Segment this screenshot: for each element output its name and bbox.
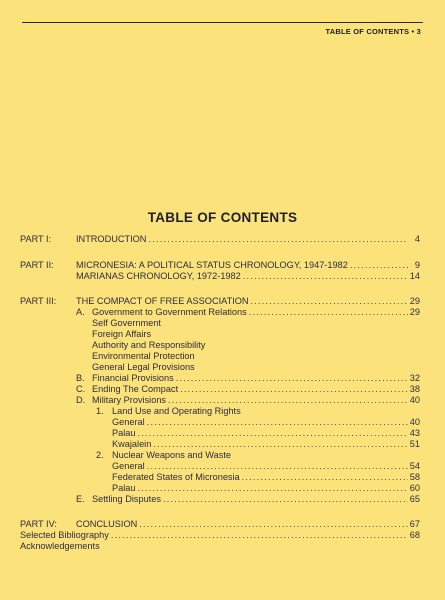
toc-entry: [76, 519, 420, 530]
toc-row-subsection-1: [20, 406, 420, 417]
toc-row: [20, 472, 420, 483]
entry-title: THE COMPACT OF FREE ASSOCIATION: [76, 296, 249, 306]
toc-entry: [92, 307, 420, 318]
toc-entry: [112, 439, 420, 450]
page-number: 4: [414, 234, 420, 244]
toc-entry: [112, 417, 420, 428]
section-letter: E.: [76, 494, 85, 504]
entry-title: Palau: [112, 428, 136, 438]
toc-row-section-a: [20, 307, 420, 318]
dot-leader: [147, 461, 408, 472]
dot-leader: [251, 296, 408, 307]
page-number: 29: [409, 296, 420, 306]
page-number: 68: [409, 530, 420, 540]
entry-title: Settling Disputes: [92, 494, 161, 504]
toc-row: [20, 483, 420, 494]
toc-row: [20, 417, 420, 428]
entry-title: Kwajalein: [112, 439, 152, 449]
toc-row: [20, 439, 420, 450]
dot-leader: [138, 428, 408, 439]
entry-title: Military Provisions: [92, 395, 167, 405]
section-letter: B.: [76, 373, 85, 383]
toc-row-section-b: [20, 373, 420, 384]
page-number: 67: [409, 519, 420, 529]
toc-entry: [112, 461, 420, 472]
page-number: 40: [409, 417, 420, 427]
page-number: 29: [409, 307, 420, 317]
page-number: 51: [409, 439, 420, 449]
dot-leader: [153, 439, 407, 450]
toc-title: TABLE OF CONTENTS: [147, 210, 298, 225]
dot-leader: [249, 307, 408, 318]
entry-title: Land Use and Operating Rights: [112, 406, 241, 416]
entry-title: General: [112, 461, 145, 471]
toc-entry: [76, 234, 420, 245]
entry-title: MARIANAS CHRONOLOGY, 1972-1982: [76, 271, 241, 281]
toc-row-bibliography: [20, 530, 420, 541]
dot-leader: [138, 483, 408, 494]
toc-row: [20, 351, 420, 362]
entry-title: CONCLUSION: [76, 519, 138, 529]
page-number: 32: [409, 373, 420, 383]
toc-row: [20, 329, 420, 340]
toc-entry: [92, 494, 420, 505]
dot-leader: [168, 395, 408, 406]
part-label: PART I:: [20, 234, 52, 244]
subsection-number: 2.: [96, 450, 104, 460]
dot-leader: [111, 530, 408, 541]
toc-row-section-d: [20, 395, 420, 406]
running-head: TABLE OF CONTENTS • 3: [325, 27, 421, 36]
page-number: 60: [409, 483, 420, 493]
entry-title: Environmental Protection: [92, 351, 195, 361]
toc-entry: [112, 472, 420, 483]
dot-leader: [163, 494, 408, 505]
dot-leader: [147, 417, 408, 428]
entry-title: Federated States of Micronesia: [112, 472, 240, 482]
toc-row-subsection-2: [20, 450, 420, 461]
page-number: 9: [414, 260, 420, 270]
toc-row-part-1: [20, 234, 420, 245]
toc-row-section-c: [20, 384, 420, 395]
toc-entry: [76, 260, 420, 271]
toc-entry: [76, 296, 420, 307]
page-number: 58: [409, 472, 420, 482]
toc-entry: [92, 384, 420, 395]
dot-leader: [350, 260, 408, 271]
toc-row: [20, 340, 420, 351]
dot-leader: [139, 519, 408, 530]
dot-leader: [148, 234, 408, 245]
toc-row-part-3: [20, 296, 420, 307]
page-number: 54: [409, 461, 420, 471]
toc-entry: [76, 271, 420, 282]
section-letter: A.: [76, 307, 85, 317]
toc-row: [20, 318, 420, 329]
header-rule: [22, 22, 423, 23]
entry-title: Nuclear Weapons and Waste: [112, 450, 231, 460]
toc-row-part-4: [20, 519, 420, 530]
entry-title: General Legal Provisions: [92, 362, 195, 372]
page-number: 40: [409, 395, 420, 405]
toc-row: [20, 271, 420, 282]
entry-title: MICRONESIA: A POLITICAL STATUS CHRONOLOGY, 1947-1982: [76, 260, 348, 270]
page-number: 43: [409, 428, 420, 438]
toc-entry: [112, 483, 420, 494]
dot-leader: [180, 384, 408, 395]
entry-title: Acknowledgements: [20, 541, 100, 551]
part-label: PART II:: [20, 260, 54, 270]
toc-row: [20, 428, 420, 439]
dot-leader: [242, 472, 408, 483]
page-number: 14: [409, 271, 420, 281]
toc-entry: [20, 530, 420, 541]
toc-row-part-2: [20, 260, 420, 271]
entry-title: Authority and Responsibility: [92, 340, 206, 350]
entry-title: General: [112, 417, 145, 427]
subsection-number: 1.: [96, 406, 104, 416]
part-label: PART IV:: [20, 519, 57, 529]
toc-entry: [92, 373, 420, 384]
entry-title: Foreign Affairs: [92, 329, 152, 339]
entry-title: Financial Provisions: [92, 373, 174, 383]
entry-title: Palau: [112, 483, 136, 493]
dot-leader: [176, 373, 408, 384]
entry-title: Ending The Compact: [92, 384, 179, 394]
entry-title: Government to Government Relations: [92, 307, 247, 317]
toc-entry: [112, 428, 420, 439]
page-number: 38: [409, 384, 420, 394]
entry-title: Self Government: [92, 318, 161, 328]
entry-title: INTRODUCTION: [76, 234, 147, 244]
toc-row-acknowledgements: [20, 541, 420, 552]
entry-title: Selected Bibliography: [20, 530, 109, 540]
section-letter: D.: [76, 395, 86, 405]
dot-leader: [243, 271, 408, 282]
toc-row: [20, 362, 420, 373]
toc-row-section-e: [20, 494, 420, 505]
toc-row: [20, 461, 420, 472]
section-letter: C.: [76, 384, 86, 394]
toc-entry: [92, 395, 420, 406]
page-number: 65: [409, 494, 420, 504]
part-label: PART III:: [20, 296, 57, 306]
